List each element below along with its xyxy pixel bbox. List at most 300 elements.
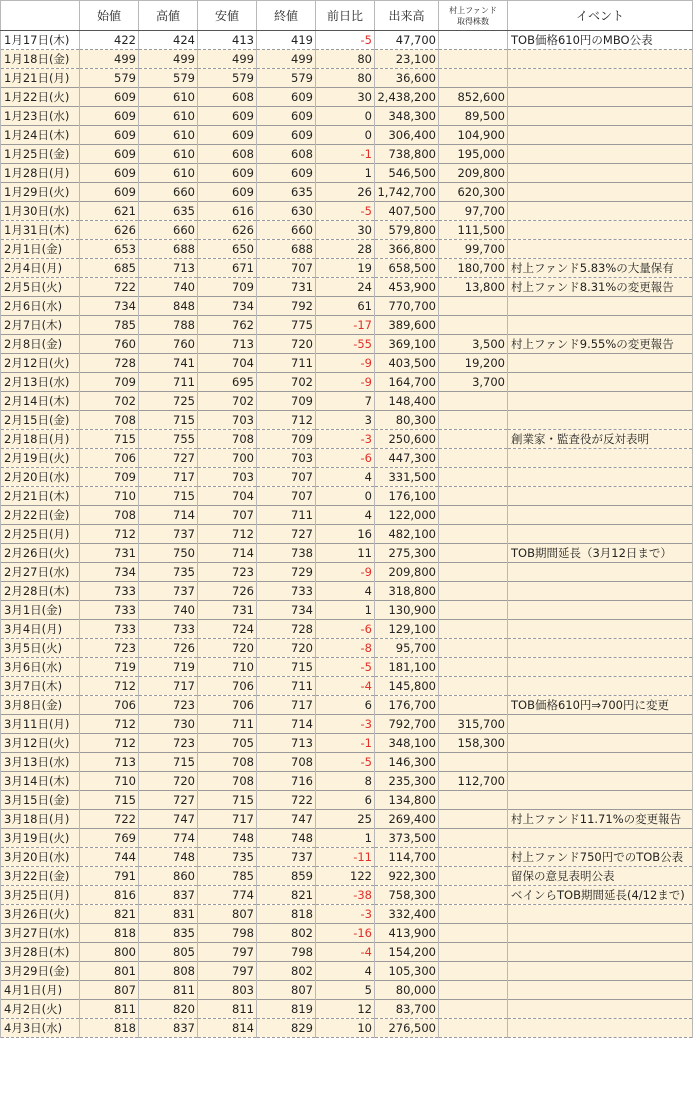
cell-date: 2月25日(月)	[1, 525, 80, 544]
cell-change: 4	[316, 468, 375, 487]
cell-date: 3月26日(火)	[1, 905, 80, 924]
cell-open: 609	[80, 145, 139, 164]
table-row	[1, 639, 693, 658]
cell-open: 621	[80, 202, 139, 221]
header-close: 終値	[257, 1, 316, 31]
table-row	[1, 601, 693, 620]
cell-change: -9	[316, 354, 375, 373]
cell-change: 4	[316, 582, 375, 601]
cell-low: 704	[198, 487, 257, 506]
cell-open: 821	[80, 905, 139, 924]
cell-murakami-shares	[439, 848, 508, 867]
cell-high: 720	[139, 772, 198, 791]
cell-high: 848	[139, 297, 198, 316]
cell-volume: 792,700	[375, 715, 439, 734]
cell-date: 2月8日(金)	[1, 335, 80, 354]
cell-close: 737	[257, 848, 316, 867]
cell-volume: 269,400	[375, 810, 439, 829]
header-change: 前日比	[316, 1, 375, 31]
cell-murakami-shares	[439, 943, 508, 962]
cell-low: 608	[198, 88, 257, 107]
cell-change: -16	[316, 924, 375, 943]
cell-event	[508, 715, 693, 734]
cell-high: 755	[139, 430, 198, 449]
cell-murakami-shares	[439, 867, 508, 886]
cell-date: 2月27日(水)	[1, 563, 80, 582]
cell-open: 733	[80, 582, 139, 601]
cell-high: 714	[139, 506, 198, 525]
cell-event: 村上ファンド8.31%の変更報告	[508, 278, 693, 297]
cell-murakami-shares: 3,500	[439, 335, 508, 354]
cell-close: 715	[257, 658, 316, 677]
cell-murakami-shares	[439, 981, 508, 1000]
cell-low: 720	[198, 639, 257, 658]
cell-open: 708	[80, 506, 139, 525]
cell-open: 816	[80, 886, 139, 905]
cell-high: 860	[139, 867, 198, 886]
cell-murakami-shares	[439, 411, 508, 430]
cell-open: 785	[80, 316, 139, 335]
cell-murakami-shares	[439, 31, 508, 50]
cell-change: 4	[316, 962, 375, 981]
table-row	[1, 544, 693, 563]
cell-date: 2月15日(金)	[1, 411, 80, 430]
cell-change: -5	[316, 753, 375, 772]
cell-close: 711	[257, 354, 316, 373]
cell-low: 499	[198, 50, 257, 69]
cell-event	[508, 905, 693, 924]
cell-open: 499	[80, 50, 139, 69]
cell-low: 707	[198, 506, 257, 525]
cell-high: 730	[139, 715, 198, 734]
cell-high: 610	[139, 107, 198, 126]
cell-close: 579	[257, 69, 316, 88]
cell-volume: 250,600	[375, 430, 439, 449]
table-row	[1, 126, 693, 145]
cell-low: 797	[198, 962, 257, 981]
cell-close: 720	[257, 335, 316, 354]
cell-high: 837	[139, 886, 198, 905]
cell-close: 728	[257, 620, 316, 639]
cell-high: 610	[139, 164, 198, 183]
cell-event	[508, 734, 693, 753]
cell-low: 609	[198, 164, 257, 183]
cell-close: 818	[257, 905, 316, 924]
cell-event	[508, 69, 693, 88]
cell-change: 122	[316, 867, 375, 886]
cell-murakami-shares: 89,500	[439, 107, 508, 126]
cell-date: 2月1日(金)	[1, 240, 80, 259]
cell-date: 3月5日(火)	[1, 639, 80, 658]
cell-close: 821	[257, 886, 316, 905]
cell-open: 722	[80, 810, 139, 829]
cell-murakami-shares	[439, 829, 508, 848]
cell-event: ベインらTOB期間延長(4/12まで)	[508, 886, 693, 905]
cell-change: 80	[316, 50, 375, 69]
cell-date: 1月30日(水)	[1, 202, 80, 221]
cell-close: 829	[257, 1019, 316, 1038]
cell-close: 688	[257, 240, 316, 259]
table-row	[1, 867, 693, 886]
cell-event	[508, 601, 693, 620]
header-volume: 出来高	[375, 1, 439, 31]
table-row	[1, 696, 693, 715]
cell-close: 859	[257, 867, 316, 886]
cell-low: 700	[198, 449, 257, 468]
cell-volume: 922,300	[375, 867, 439, 886]
cell-volume: 47,700	[375, 31, 439, 50]
cell-open: 818	[80, 924, 139, 943]
cell-volume: 318,800	[375, 582, 439, 601]
table-row	[1, 962, 693, 981]
cell-event: 村上ファンド5.83%の大量保有	[508, 259, 693, 278]
cell-murakami-shares: 158,300	[439, 734, 508, 753]
header-row	[1, 1, 693, 31]
cell-murakami-shares	[439, 601, 508, 620]
cell-murakami-shares	[439, 316, 508, 335]
cell-murakami-shares: 19,200	[439, 354, 508, 373]
cell-volume: 306,400	[375, 126, 439, 145]
cell-change: -4	[316, 943, 375, 962]
cell-low: 723	[198, 563, 257, 582]
cell-date: 2月28日(木)	[1, 582, 80, 601]
table-row	[1, 259, 693, 278]
cell-murakami-shares	[439, 1000, 508, 1019]
cell-murakami-shares	[439, 544, 508, 563]
cell-low: 726	[198, 582, 257, 601]
table-row	[1, 50, 693, 69]
cell-event	[508, 221, 693, 240]
table-body	[1, 31, 693, 1038]
table-row	[1, 791, 693, 810]
cell-event	[508, 620, 693, 639]
cell-volume: 453,900	[375, 278, 439, 297]
cell-change: -5	[316, 658, 375, 677]
table-row	[1, 924, 693, 943]
cell-volume: 122,000	[375, 506, 439, 525]
cell-open: 723	[80, 639, 139, 658]
cell-volume: 658,500	[375, 259, 439, 278]
cell-low: 715	[198, 791, 257, 810]
cell-event	[508, 525, 693, 544]
header-murakami-line2: 取得株数	[457, 16, 489, 26]
cell-event	[508, 1000, 693, 1019]
cell-high: 711	[139, 373, 198, 392]
table-row	[1, 145, 693, 164]
header-open: 始値	[80, 1, 139, 31]
cell-volume: 348,300	[375, 107, 439, 126]
cell-event	[508, 772, 693, 791]
cell-change: 25	[316, 810, 375, 829]
cell-volume: 129,100	[375, 620, 439, 639]
table-row	[1, 107, 693, 126]
cell-date: 4月2日(火)	[1, 1000, 80, 1019]
cell-change: -9	[316, 563, 375, 582]
cell-change: 10	[316, 1019, 375, 1038]
cell-high: 717	[139, 677, 198, 696]
table-row	[1, 753, 693, 772]
cell-low: 774	[198, 886, 257, 905]
table-row	[1, 658, 693, 677]
cell-date: 2月13日(水)	[1, 373, 80, 392]
table-row	[1, 886, 693, 905]
cell-event	[508, 962, 693, 981]
cell-date: 3月4日(月)	[1, 620, 80, 639]
cell-high: 723	[139, 734, 198, 753]
cell-open: 733	[80, 620, 139, 639]
cell-murakami-shares	[439, 753, 508, 772]
cell-close: 792	[257, 297, 316, 316]
cell-event	[508, 943, 693, 962]
cell-murakami-shares	[439, 620, 508, 639]
cell-change: -3	[316, 715, 375, 734]
cell-low: 609	[198, 183, 257, 202]
cell-low: 762	[198, 316, 257, 335]
cell-open: 710	[80, 487, 139, 506]
table-row	[1, 354, 693, 373]
cell-close: 716	[257, 772, 316, 791]
cell-open: 609	[80, 126, 139, 145]
cell-date: 2月4日(月)	[1, 259, 80, 278]
cell-open: 715	[80, 791, 139, 810]
cell-close: 707	[257, 487, 316, 506]
cell-date: 3月14日(木)	[1, 772, 80, 791]
cell-change: 3	[316, 411, 375, 430]
cell-change: 19	[316, 259, 375, 278]
cell-murakami-shares: 13,800	[439, 278, 508, 297]
cell-change: -9	[316, 373, 375, 392]
cell-murakami-shares: 195,000	[439, 145, 508, 164]
table-row	[1, 620, 693, 639]
cell-close: 711	[257, 506, 316, 525]
cell-event	[508, 107, 693, 126]
cell-event	[508, 981, 693, 1000]
cell-close: 722	[257, 791, 316, 810]
cell-murakami-shares	[439, 430, 508, 449]
cell-change: 12	[316, 1000, 375, 1019]
cell-volume: 105,300	[375, 962, 439, 981]
cell-change: 1	[316, 829, 375, 848]
cell-low: 695	[198, 373, 257, 392]
cell-murakami-shares: 3,700	[439, 373, 508, 392]
table-row	[1, 411, 693, 430]
cell-change: 0	[316, 487, 375, 506]
cell-volume: 164,700	[375, 373, 439, 392]
cell-volume: 403,500	[375, 354, 439, 373]
cell-open: 706	[80, 696, 139, 715]
cell-change: -17	[316, 316, 375, 335]
cell-change: -5	[316, 31, 375, 50]
cell-open: 734	[80, 563, 139, 582]
cell-murakami-shares	[439, 582, 508, 601]
cell-low: 708	[198, 753, 257, 772]
cell-volume: 176,100	[375, 487, 439, 506]
cell-volume: 332,400	[375, 905, 439, 924]
cell-event	[508, 183, 693, 202]
cell-volume: 275,300	[375, 544, 439, 563]
cell-close: 630	[257, 202, 316, 221]
cell-high: 727	[139, 791, 198, 810]
cell-close: 720	[257, 639, 316, 658]
cell-close: 419	[257, 31, 316, 50]
cell-low: 705	[198, 734, 257, 753]
table-row	[1, 449, 693, 468]
cell-event	[508, 50, 693, 69]
cell-high: 820	[139, 1000, 198, 1019]
cell-date: 2月20日(水)	[1, 468, 80, 487]
cell-low: 713	[198, 335, 257, 354]
table-row	[1, 905, 693, 924]
cell-change: -11	[316, 848, 375, 867]
cell-low: 798	[198, 924, 257, 943]
cell-volume: 114,700	[375, 848, 439, 867]
cell-event	[508, 468, 693, 487]
cell-murakami-shares: 180,700	[439, 259, 508, 278]
cell-event	[508, 126, 693, 145]
cell-high: 579	[139, 69, 198, 88]
cell-open: 653	[80, 240, 139, 259]
cell-date: 2月21日(木)	[1, 487, 80, 506]
cell-murakami-shares	[439, 506, 508, 525]
cell-date: 1月21日(月)	[1, 69, 80, 88]
cell-event	[508, 829, 693, 848]
cell-date: 4月1日(月)	[1, 981, 80, 1000]
cell-low: 711	[198, 715, 257, 734]
cell-low: 724	[198, 620, 257, 639]
cell-volume: 770,700	[375, 297, 439, 316]
cell-event: TOB期間延長（3月12日まで）	[508, 544, 693, 563]
cell-close: 499	[257, 50, 316, 69]
cell-volume: 176,700	[375, 696, 439, 715]
cell-volume: 209,800	[375, 563, 439, 582]
cell-low: 702	[198, 392, 257, 411]
cell-open: 713	[80, 753, 139, 772]
cell-open: 769	[80, 829, 139, 848]
cell-murakami-shares: 112,700	[439, 772, 508, 791]
cell-change: -4	[316, 677, 375, 696]
cell-high: 750	[139, 544, 198, 563]
cell-date: 1月18日(金)	[1, 50, 80, 69]
table-row	[1, 31, 693, 50]
cell-date: 3月22日(金)	[1, 867, 80, 886]
cell-date: 3月12日(火)	[1, 734, 80, 753]
table-row	[1, 943, 693, 962]
cell-open: 791	[80, 867, 139, 886]
cell-open: 702	[80, 392, 139, 411]
cell-event	[508, 563, 693, 582]
cell-high: 715	[139, 411, 198, 430]
cell-event	[508, 506, 693, 525]
cell-high: 726	[139, 639, 198, 658]
cell-close: 738	[257, 544, 316, 563]
cell-date: 1月25日(金)	[1, 145, 80, 164]
cell-high: 727	[139, 449, 198, 468]
cell-close: 709	[257, 392, 316, 411]
header-high: 高値	[139, 1, 198, 31]
cell-open: 744	[80, 848, 139, 867]
cell-date: 3月18日(月)	[1, 810, 80, 829]
cell-change: 0	[316, 107, 375, 126]
cell-close: 608	[257, 145, 316, 164]
cell-high: 713	[139, 259, 198, 278]
cell-close: 712	[257, 411, 316, 430]
cell-close: 729	[257, 563, 316, 582]
cell-change: 4	[316, 506, 375, 525]
cell-close: 807	[257, 981, 316, 1000]
cell-date: 3月15日(金)	[1, 791, 80, 810]
cell-close: 802	[257, 924, 316, 943]
cell-event: 村上ファンド11.71%の変更報告	[508, 810, 693, 829]
cell-date: 3月29日(金)	[1, 962, 80, 981]
cell-high: 737	[139, 525, 198, 544]
cell-low: 671	[198, 259, 257, 278]
cell-high: 725	[139, 392, 198, 411]
cell-volume: 181,100	[375, 658, 439, 677]
table-row	[1, 677, 693, 696]
cell-low: 706	[198, 696, 257, 715]
cell-low: 714	[198, 544, 257, 563]
cell-volume: 348,100	[375, 734, 439, 753]
cell-open: 708	[80, 411, 139, 430]
cell-event	[508, 791, 693, 810]
cell-event	[508, 145, 693, 164]
cell-high: 774	[139, 829, 198, 848]
cell-volume: 579,800	[375, 221, 439, 240]
table-row	[1, 278, 693, 297]
cell-murakami-shares	[439, 449, 508, 468]
cell-open: 609	[80, 183, 139, 202]
cell-change: 1	[316, 164, 375, 183]
cell-murakami-shares	[439, 468, 508, 487]
cell-high: 747	[139, 810, 198, 829]
cell-date: 3月27日(水)	[1, 924, 80, 943]
cell-high: 740	[139, 278, 198, 297]
cell-murakami-shares: 620,300	[439, 183, 508, 202]
cell-close: 727	[257, 525, 316, 544]
cell-event	[508, 373, 693, 392]
cell-event	[508, 354, 693, 373]
cell-murakami-shares	[439, 69, 508, 88]
cell-open: 800	[80, 943, 139, 962]
cell-murakami-shares	[439, 392, 508, 411]
table-row	[1, 183, 693, 202]
cell-open: 626	[80, 221, 139, 240]
cell-open: 818	[80, 1019, 139, 1038]
cell-event: 村上ファンド9.55%の変更報告	[508, 335, 693, 354]
cell-volume: 130,900	[375, 601, 439, 620]
cell-date: 3月7日(木)	[1, 677, 80, 696]
table-row	[1, 221, 693, 240]
cell-close: 609	[257, 164, 316, 183]
cell-open: 719	[80, 658, 139, 677]
cell-murakami-shares	[439, 639, 508, 658]
table-row	[1, 506, 693, 525]
cell-high: 715	[139, 487, 198, 506]
table-row	[1, 848, 693, 867]
cell-high: 717	[139, 468, 198, 487]
cell-volume: 546,500	[375, 164, 439, 183]
cell-volume: 83,700	[375, 1000, 439, 1019]
cell-date: 3月25日(月)	[1, 886, 80, 905]
cell-change: 30	[316, 88, 375, 107]
cell-open: 715	[80, 430, 139, 449]
cell-high: 719	[139, 658, 198, 677]
cell-change: -1	[316, 734, 375, 753]
cell-change: 28	[316, 240, 375, 259]
cell-close: 711	[257, 677, 316, 696]
cell-event	[508, 1019, 693, 1038]
cell-change: -8	[316, 639, 375, 658]
